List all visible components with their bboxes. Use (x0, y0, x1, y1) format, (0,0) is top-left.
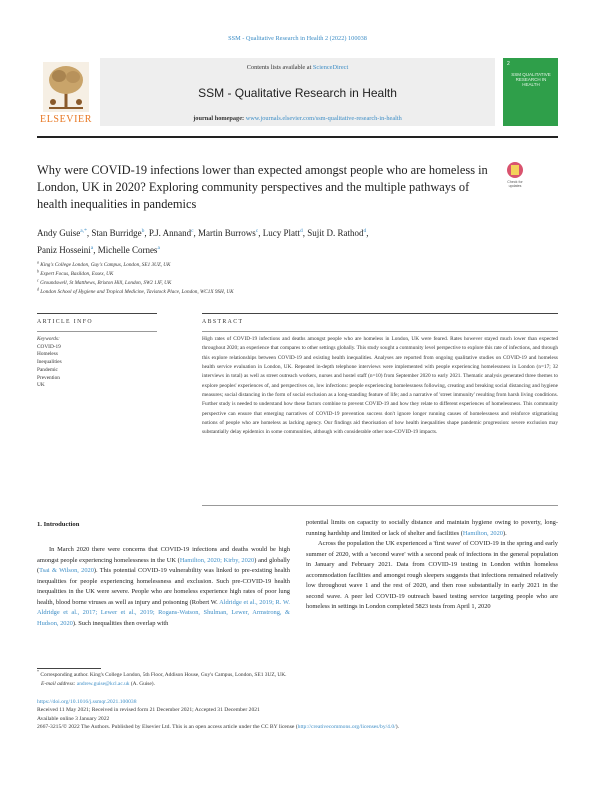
license-line: 2667-3215/© 2022 The Authors. Published by Elsevier Ltd. This is an open access article under the CC BY license (http://creativecommons.org/licenses/by/4.0/). (37, 723, 399, 730)
keyword: Pandemic (37, 366, 58, 373)
body-column-left (37, 545, 290, 629)
sciencedirect-link[interactable]: ScienceDirect (312, 64, 349, 71)
journal-title: SSM - Qualitative Research in Health (198, 86, 397, 100)
paragraph: Across the population the UK experienced a 'first wave' of COVID-19 in the spring and early summer of 2020, with a 'second wave' with a second peak of infections in the general population in January and February 2021. Data from COVID-19 testing in London within homeless accommodation facilities and amongst rough sleepers suggests that infections remained relatively low throughout wave 1 and the rest of 2020, and then rose substantially in early 2021 in the second wave. A peer led COVID-19 outreach based testing service targeting people who are homeless in settings in London completed 5823 tests from April 1, 2020 (306, 540, 558, 610)
journal-homepage-link[interactable]: www.journals.elsevier.com/ssm-qualitative-research-in-health (245, 115, 402, 122)
article-info-label: ARTICLE INFO (37, 319, 93, 325)
paragraph: potential limits on capacity to socially distance and maintain hygiene owing to poverty, long-running hardship and limited or lack of shelter and facilities (Hamilton, 2020). (306, 519, 558, 537)
running-head[interactable]: SSM - Qualitative Research in Health 2 (2022) 100038 (228, 35, 367, 42)
author[interactable]: Martin Burrows (198, 228, 256, 238)
paragraph: In March 2020 there were concerns that COVID-19 infections and deaths would be high amongst people experiencing homelessness in the UK (Hamilton, 2020; Kirby, 2020) and globally (Tsai & Wilson, 2020). This potential COVID-19 vulnerability was linked to pre-existing health inequalities for people experiencing homelessness and exclusion. Such pre-COVID-19 health inequalities in the UK were severe. People who are homeless experience high rates of poor lung health, blood borne viruses as well as injury and poisoning (Robert W. Aldridge et al., 2019; R. W. Aldridge et al., 2017; Lewer et al., 2019; Rogans-Watson, Shulman, Lewer, Armstrong, & Hudson, 2020). Such inequalities then overlap with (37, 546, 290, 627)
keyword: COVID-19 (37, 343, 61, 350)
author[interactable]: Lucy Platt (262, 228, 300, 238)
citation-link[interactable]: Tsai & Wilson, 2020 (39, 567, 94, 574)
elsevier-tree-icon (43, 62, 89, 112)
homepage-line: journal homepage: www.journals.elsevier.com/ssm-qualitative-research-in-health (193, 115, 402, 122)
keyword: Homeless (37, 351, 58, 358)
keyword: Inequalities (37, 359, 62, 366)
author[interactable]: Paniz Hosseini (37, 245, 91, 255)
journal-cover[interactable] (503, 58, 558, 126)
cover-number: 2 (507, 61, 510, 67)
citation-link[interactable]: Hamilton, 2020 (462, 529, 504, 537)
citation-link[interactable]: Aldridge et al., 2019; R. W. Aldridge et al., 2017; Lewer et al., 2019; Rogans-Watson, Shulman, Lewer, Armstrong, & Hudson, 2020 (37, 598, 290, 627)
article-info-subrule (37, 331, 157, 332)
footnote-rule (37, 668, 101, 669)
abstract-label: ABSTRACT (202, 319, 244, 325)
affiliation: $^d$ London School of Hygiene and Tropical Medicine, Tavistock Place, London, WC1X 9SH, UK (37, 286, 234, 295)
section-heading-introduction: 1. Introduction (37, 521, 80, 528)
article-title: Why were COVID-19 infections lower than expected amongst people who are homeless in London, UK in 2020? Exploring community perspectives and the multiple pathways of health inequalities in pandemics (37, 163, 488, 211)
abstract-subrule (202, 331, 558, 332)
contents-line: Contents lists available at ScienceDirect (246, 64, 349, 71)
keyword: UK (37, 382, 45, 389)
keyword: Prevention (37, 374, 60, 381)
footnote: * Corresponding author. King's College London, 5th Floor, Addison House, Guy's Campus, London, SE1 3UZ, UK. E-mail address: andrew.guise@kcl.ac.uk (A. Guise). (37, 669, 287, 687)
affiliations (37, 261, 558, 297)
keywords (37, 336, 157, 390)
header-rule (37, 136, 558, 138)
publisher-wordmark: ELSEVIER (39, 114, 93, 125)
affiliation: $^c$ Groundswell, St Matthews, Brixton Hill, London, SW2 1JF, UK (37, 277, 172, 286)
check-for-updates-badge[interactable] (503, 162, 527, 192)
author[interactable]: Sujit D. Rathod (307, 228, 364, 238)
affiliation: $^a$ King's College London, Guy's Campus, London, SE1 3UZ, UK (37, 259, 171, 268)
affiliation: $^b$ Expert Focus, Basildon, Essex, UK (37, 268, 114, 277)
publication-info (37, 698, 558, 731)
email-link[interactable]: andrew.guise@kcl.ac.uk (76, 680, 130, 687)
license-link[interactable]: http://creativecommons.org/licenses/by/4.0/ (297, 723, 396, 730)
abstract-end-rule (202, 505, 558, 506)
author-list: Andy Guise$^{a,*}$, Stan Burridge$^b$, P.J. Annand$^c$, Martin Burrows$^c$, Lucy Platt$^d$, Sujit D. Rathod$^d$, Paniz Hosseini$^a$, Michelle Cornes$^a$ (37, 228, 369, 255)
available-line: Available online 3 January 2022 (37, 715, 110, 722)
elsevier-logo[interactable] (37, 62, 95, 128)
keywords-heading: Keywords: (37, 336, 60, 342)
check-updates-label: Check for updates (507, 180, 523, 188)
author[interactable]: Michelle Cornes (97, 245, 158, 255)
doi-link[interactable]: https://doi.org/10.1016/j.ssmqr.2021.100038 (37, 699, 137, 705)
author[interactable]: P.J. Annand (148, 228, 192, 238)
abstract-rule (202, 313, 558, 314)
cover-title: SSM QUALITATIVE RESEARCH IN HEALTH (511, 72, 551, 87)
citation-link[interactable]: Hamilton, 2020; Kirby, 2020 (179, 556, 255, 564)
history-line: Received 11 May 2021; Received in revised form 21 December 2021; Accepted 31 December 2021 (37, 707, 260, 714)
body-column-right (306, 518, 558, 613)
author[interactable]: Andy Guise (37, 228, 81, 238)
abstract-text: High rates of COVID-19 infections and deaths amongst people who are homeless in London, UK were feared. Rates however stayed much lower than expected throughout 2020; an experience that compares to other settings globally. This study sought a community level perspective to explore this rate of infections, and through this explore relationships between COVID-19 and existing health inequalities. Analyses are reported from ongoing qualitative studies on COVID-19 and homeless health service evaluation in London, UK. Repeated in-depth telephone interviews were implemented with people experiencing homelessness in London (n=17; 32 interviews in total) as well as street outreach workers, nurses and hostel staff (n=10) from September 2020 to early 2021. Thematic analysis generated three themes to explore peoples' experiences of, and perspectives on, low infections: people experiencing homelessness following, creating and breaking social distancing and hygiene measures; social distancing in the form of social exclusion as a long-standing feature of life; and a narrative of 'street immunity' resulting from harsh living conditions. Further study is needed to understand how these factors combine to prevent COVID-19 and how they relate to different experiences of homelessness. This community perspective can ensure that emerging narratives of COVID-19 prevention success don't ignore longer running causes of homelessness and reinforce stigmatising notions of people who are homeless as lacking agency. Our findings aid theorisation of how health inequalities shape pandemic progression: severe exclusion may substantially delay epidemics in some communities, although with considerable other non-COVID-19 impacts. (202, 336, 558, 436)
article-info-rule (37, 313, 157, 314)
author[interactable]: Stan Burridge (91, 228, 142, 238)
crossmark-ribbon-icon (511, 165, 519, 175)
